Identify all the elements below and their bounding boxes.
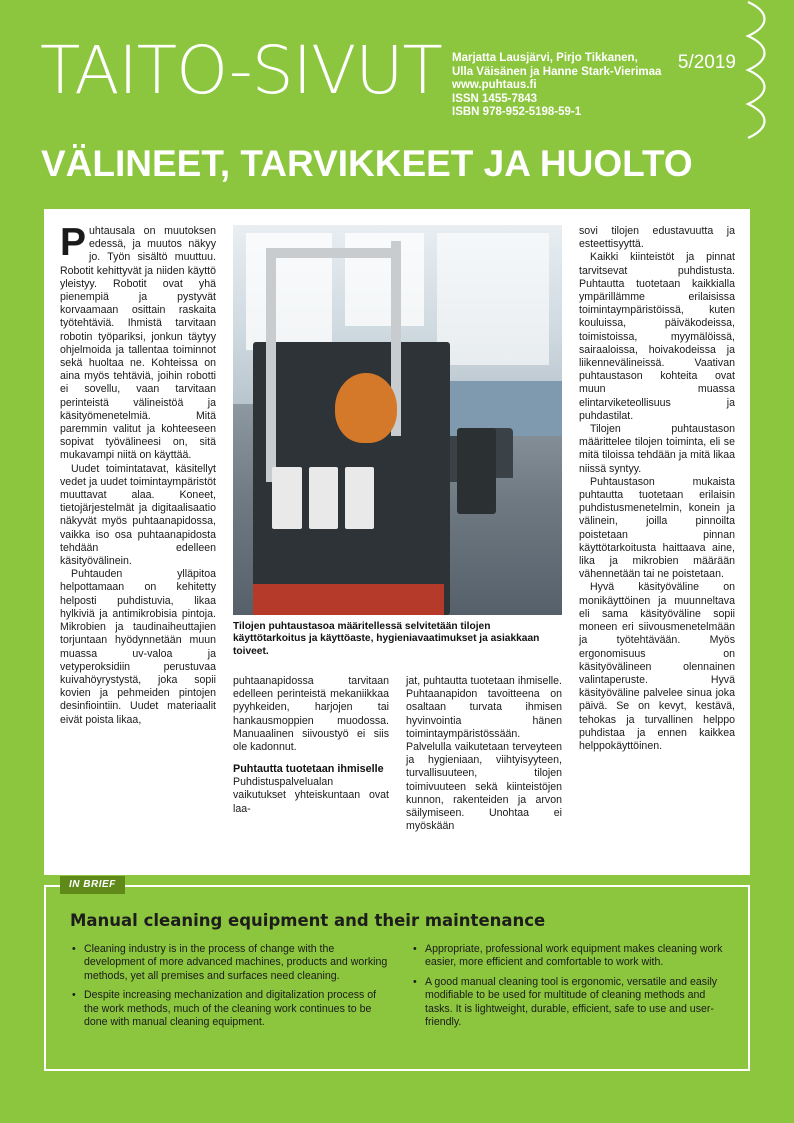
photo-duster: [335, 373, 398, 443]
article-photo: [233, 225, 562, 615]
article-paragraph: Puhtaustason mukaista puhtautta tuotetaan erilaisin puhdistusmenetelmin, konein ja välinein, joilla pinnoilta poistetaan pinnan käyttötarkoitusta haittaava aine, lika ja mikrobien määrään vähennetään tai ne poistetaan.: [579, 475, 735, 581]
photo-window: [437, 233, 549, 366]
in-brief-title: Manual cleaning equipment and their maintenance: [70, 911, 546, 930]
list-item: • Appropriate, professional work equipment makes cleaning work easier, more efficient and comfortable to work with.: [425, 943, 730, 970]
article-paragraph: Puhtauden ylläpitoa helpottamaan on kehitetty helposti puhdistuvia, likaa hylkiviä ja antimikrobisia pintoja. Mikrobien ja taudinaiheuttajien torjuntaan hyödynnetään muun muassa uv-valoa ja vetyperoksidiin perustuvaa kuivahöyrystystä, joka sopii kovien ja pehmeiden pintojen desinfiointiin. Uudet materiaalit eivät poista likaa,: [60, 568, 216, 726]
in-brief-column-left: [70, 943, 389, 1035]
photo-cart-crossbar: [266, 248, 401, 258]
publication-meta: [452, 52, 661, 120]
article-subheading: Puhtautta tuotetaan ihmiselle: [233, 763, 384, 776]
article-paragraph: [60, 221, 216, 463]
wave-decoration-icon: [744, 0, 780, 140]
in-brief-columns: [70, 943, 730, 1035]
article-paragraph: sovi tilojen edustavuutta ja esteettisyyttä.: [579, 225, 735, 251]
issn-number: ISSN 1455-7843: [452, 92, 538, 105]
article-column-2: [233, 675, 389, 816]
article-column-1: [60, 221, 216, 727]
in-brief-tag: IN BRIEF: [60, 876, 125, 894]
article-paragraph: puhtaanapidossa tarvitaan edelleen perinteistä mekaniikkaa pyyhkeiden, harjojen tai hankausmoppien muodossa. Manuaalinen siivoustyö ei siis ole kadonnut.: [233, 675, 389, 754]
photo-window: [345, 233, 424, 327]
page-header: [0, 0, 794, 200]
article-paragraph: jat, puhtautta tuotetaan ihmiselle. Puhtaanapidon tavoitteena on osaltaan turvata ihmisen hyvinvointia hänen toimintaympäristössään. Palvelulla vaikutetaan terveyteen ja hygieniaan, viihtyisyyteen, turvallisuuteen, tilojen toimivuuteen sekä kiinteistöjen kunnon, rakenteiden ja arvon säilymiseen. Unohtaa ei myöskään: [406, 675, 562, 833]
list-item: • Cleaning industry is in the process of change with the development of more advanced machines, products and working methods, yet all premises and surfaces need cleaning.: [84, 943, 389, 983]
page-subtitle: VÄLINEET, TARVIKKEET JA HUOLTO: [41, 143, 693, 184]
photo-bottle: [272, 467, 302, 529]
list-item: • Despite increasing mechanization and digitalization process of the work methods, much of the cleaning work continues to be done with manual cleaning equipment.: [84, 989, 389, 1029]
photo-bottle: [309, 467, 339, 529]
photo-caption: Tilojen puhtaustasoa määritellessä selvitetään tilojen käyttötarkoitus ja käyttöaste, hygieniavaatimukset ja asiakkaan toiveet.: [233, 621, 540, 657]
in-brief-list: [70, 943, 389, 1029]
photo-cart-handle: [266, 248, 276, 482]
photo-cart-base: [253, 584, 444, 615]
list-item: • A good manual cleaning tool is ergonomic, versatile and easily modifiable to be used for multitude of cleaning methods and tasks. It is lightweight, durable, efficient, safe to use and user-friendly.: [425, 976, 730, 1030]
article-paragraph: Tilojen puhtaustason määrittelee tilojen toiminta, eli se mitä tiloissa tehdään ja mitä likaa niissä syntyy.: [579, 423, 735, 475]
article-paragraph: Uudet toimintatavat, käsitellyt vedet ja uudet toimintaympäristöt muuttavat alaa. Koneet, tietojärjestelmät ja digitaalisaatio näkyvät myös puhtaanapidossa, vaikka iso osa puhtaanapidosta tehdään edelleen käsityövälinein.: [60, 462, 216, 568]
in-brief-column-right: [411, 943, 730, 1035]
article-column-3: [406, 675, 562, 833]
article-text: uhtausala on muutoksen edessä, ja muutos näkyy jo. Työn sisältö muuttuu. Robotit kehittyvät ja niiden käyttö yleistyy. Robotit ovat yhä pienempiä ja pystyvät korvaamaan osittain raskaita työtehtäviä. Ihmistä tarvitaan robotin työpariksi, jonkun täytyy ohjelmoida ja tallentaa toiminnot sekä huoltaa ne. Kohteissa on aina myös tehtäviä, joihin robotti ei sovellu, vaan tarvitaan perinteistä välineistöä ja käsityömenetelmiä. Mitä paremmin valitut ja kohteeseen sopivat työvälineesi on, sitä mukavampi niitä on käyttää.: [60, 225, 216, 462]
article-paragraph: Hyvä käsityöväline on monikäyttöinen ja muunneltava eli sama käsityöväline sopii moneen eri siivousmenetelmään ja työtehtävään. Myös ergonomisuus on käsityövälineen olennainen valintaperuste. Hyvä käsityöväline palvelee sinua joka päivä. Se on kevyt, kestävä, tehokas ja turvallinen helppo puhdistaa ja ennen kaikkea helppokäyttöinen.: [579, 581, 735, 752]
article-panel: [44, 209, 750, 875]
in-brief-list: [411, 943, 730, 1029]
authors-line-2: Ulla Väisänen ja Hanne Stark-Vierimaa: [452, 65, 662, 78]
in-brief-box: [44, 879, 750, 1071]
photo-spray-bottle: [457, 428, 496, 514]
authors-line-1: Marjatta Lausjärvi, Pirjo Tikkanen,: [452, 52, 638, 64]
article-column-4: [579, 225, 735, 753]
article-paragraph: Kaikki kiinteistöt ja pinnat tarvitsevat puhdistusta. Puhtautta tuotetaan kaikkialla ympärillämme erilaisissa toimintaympäristöissä, kuten kouluissa, päiväkodeissa, toimistoissa, myymälöissä, sairaaloissa, hoivakodeissa ja liikennevälineissä. Vaativan puhtaustason kohteita ovat muun muassa elintarviketeollisuus ja puhdastilat.: [579, 251, 735, 422]
article-columns: [60, 221, 735, 859]
issue-number: 5/2019: [677, 52, 736, 73]
masthead-title: TAITO-SIVUT: [40, 32, 442, 109]
article-paragraph: Puhdistuspalvelualan vaikutukset yhteiskuntaan ovat laa-: [233, 776, 389, 815]
drop-cap: P: [60, 221, 87, 264]
isbn-number: ISBN 978-952-5198-59-1: [452, 106, 582, 118]
website-url[interactable]: www.puhtaus.fi: [452, 79, 537, 91]
photo-bottle: [345, 467, 375, 529]
